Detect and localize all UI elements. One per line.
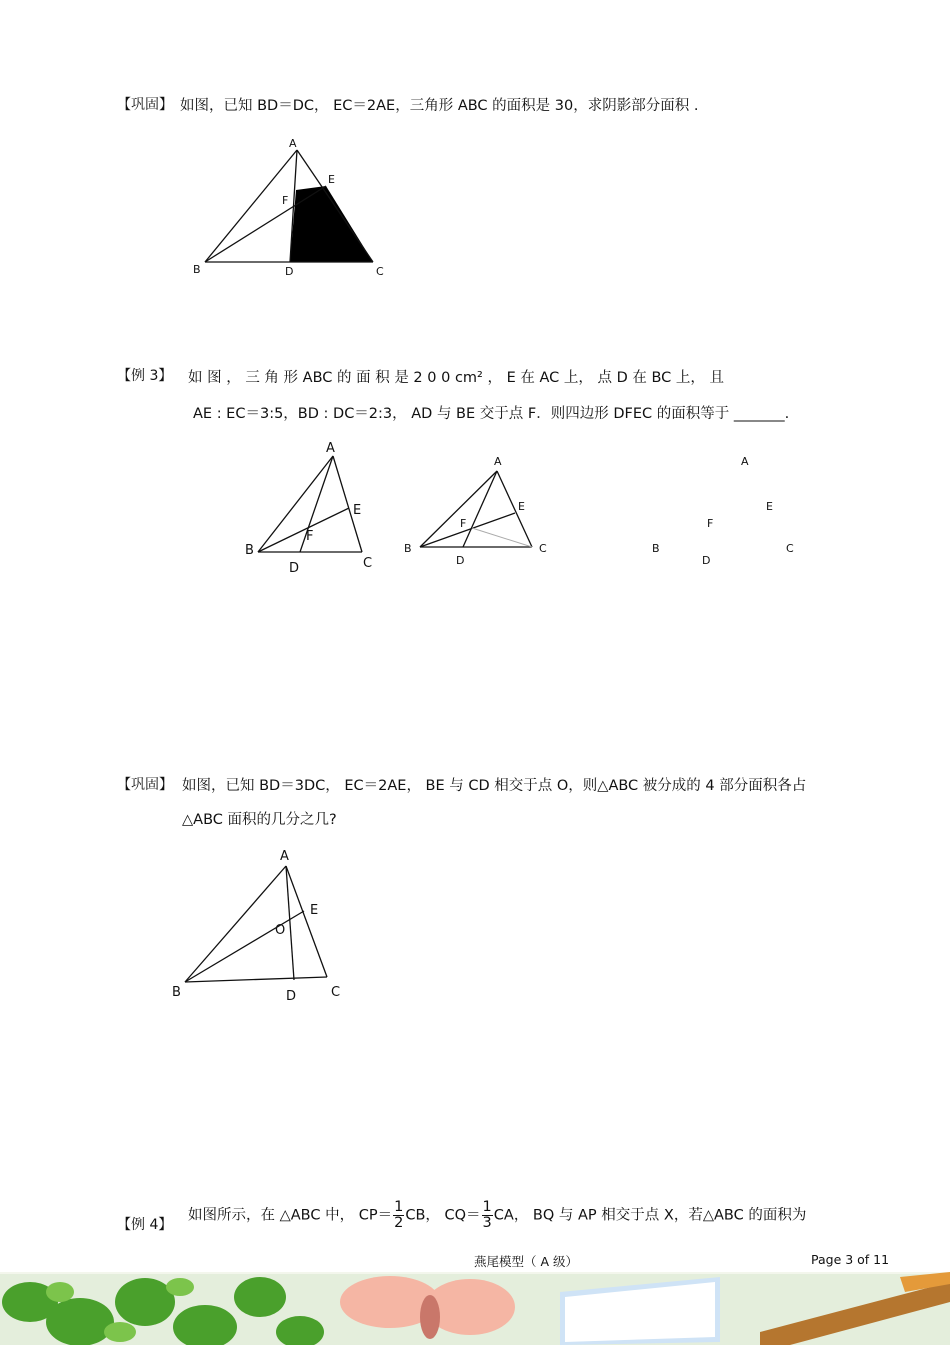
example-3-tag: 【例 3】 [117,368,173,384]
example-4-pre: 如图所示，在 △ABC 中， CP＝ [188,1207,393,1224]
fig3-label-e: E [518,500,525,513]
fig1-label-b: B [193,263,201,276]
fig3-label-a: A [494,455,502,468]
fig4-label-d: D [702,554,711,567]
fig1-label-d: D [285,265,294,278]
page-number: Page 3 of 11 [811,1252,890,1267]
fraction-third-den: 3 [482,1215,492,1231]
example-4-tag: 【例 4】 [117,1217,173,1233]
fraction-third-num: 1 [482,1199,492,1215]
example-3-line-2: AE : EC＝3:5，BD : DC＝2:3， AD 与 BE 交于点 F．则四边形 DFEC 的面积等于 _______. [193,406,790,422]
example-3-line-1: 如 图 ， 三 角 形 ABC 的 面 积 是 2 0 0 cm² ， E 在 AC 上， 点 D 在 BC 上， 且 [188,370,724,386]
fig1-label-e: E [328,173,335,186]
fig5-label-o: O [275,923,286,938]
problem-1-tag: 【巩固】 [117,97,173,113]
problem-2-tag: 【巩固】 [117,777,173,793]
fig1-label-c: C [376,265,384,278]
fig3-label-c: C [539,542,547,555]
fig3-label-b: B [404,542,412,555]
example-4-text [188,1200,806,1231]
problem-2-line-1: 如图，已知 BD＝3DC， EC＝2AE， BE 与 CD 相交于点 O，则△ABC 被分成的 4 部分面积各占 [182,778,807,794]
fig2-label-b: B [245,543,254,558]
fig5-label-e: E [310,903,319,918]
fig4-label-c: C [786,542,794,555]
fig5-label-d: D [286,989,297,1004]
fig2-label-a: A [326,441,335,456]
problem-2-line-2: △ABC 面积的几分之几? [182,812,337,828]
fig5-label-c: C [331,985,341,1000]
fraction-half-num: 1 [394,1199,404,1215]
fig2-label-f: F [306,529,314,544]
fig1-label-a: A [289,137,297,150]
fig4-label-a: A [741,455,749,468]
fraction-half [393,1200,404,1231]
fig4-label-e: E [766,500,773,513]
fig4-label-f: F [707,517,714,530]
fig5-label-a: A [280,849,289,864]
footer-title: 燕尾模型（ A 级） [474,1254,578,1269]
fig3-label-f: F [460,517,467,530]
fig4-label-b: B [652,542,660,555]
problem-1-text: 如图，已知 BD＝DC， EC＝2AE，三角形 ABC 的面积是 30，求阴影部分面积 . [180,98,699,114]
fig2-label-e: E [353,503,362,518]
fig1-label-f: F [282,194,289,207]
fig2-label-d: D [289,561,300,576]
fraction-third [482,1200,493,1231]
fig2-label-c: C [363,556,373,571]
example-4-mid: CB， CQ＝ [405,1207,481,1224]
example-4-post: CA， BQ 与 AP 相交于点 X，若△ABC 的面积为 [493,1207,807,1224]
decorative-banner [0,1272,950,1345]
fraction-half-den: 2 [394,1215,404,1231]
fig5-label-b: B [172,985,181,1000]
fig3-label-d: D [456,554,465,567]
